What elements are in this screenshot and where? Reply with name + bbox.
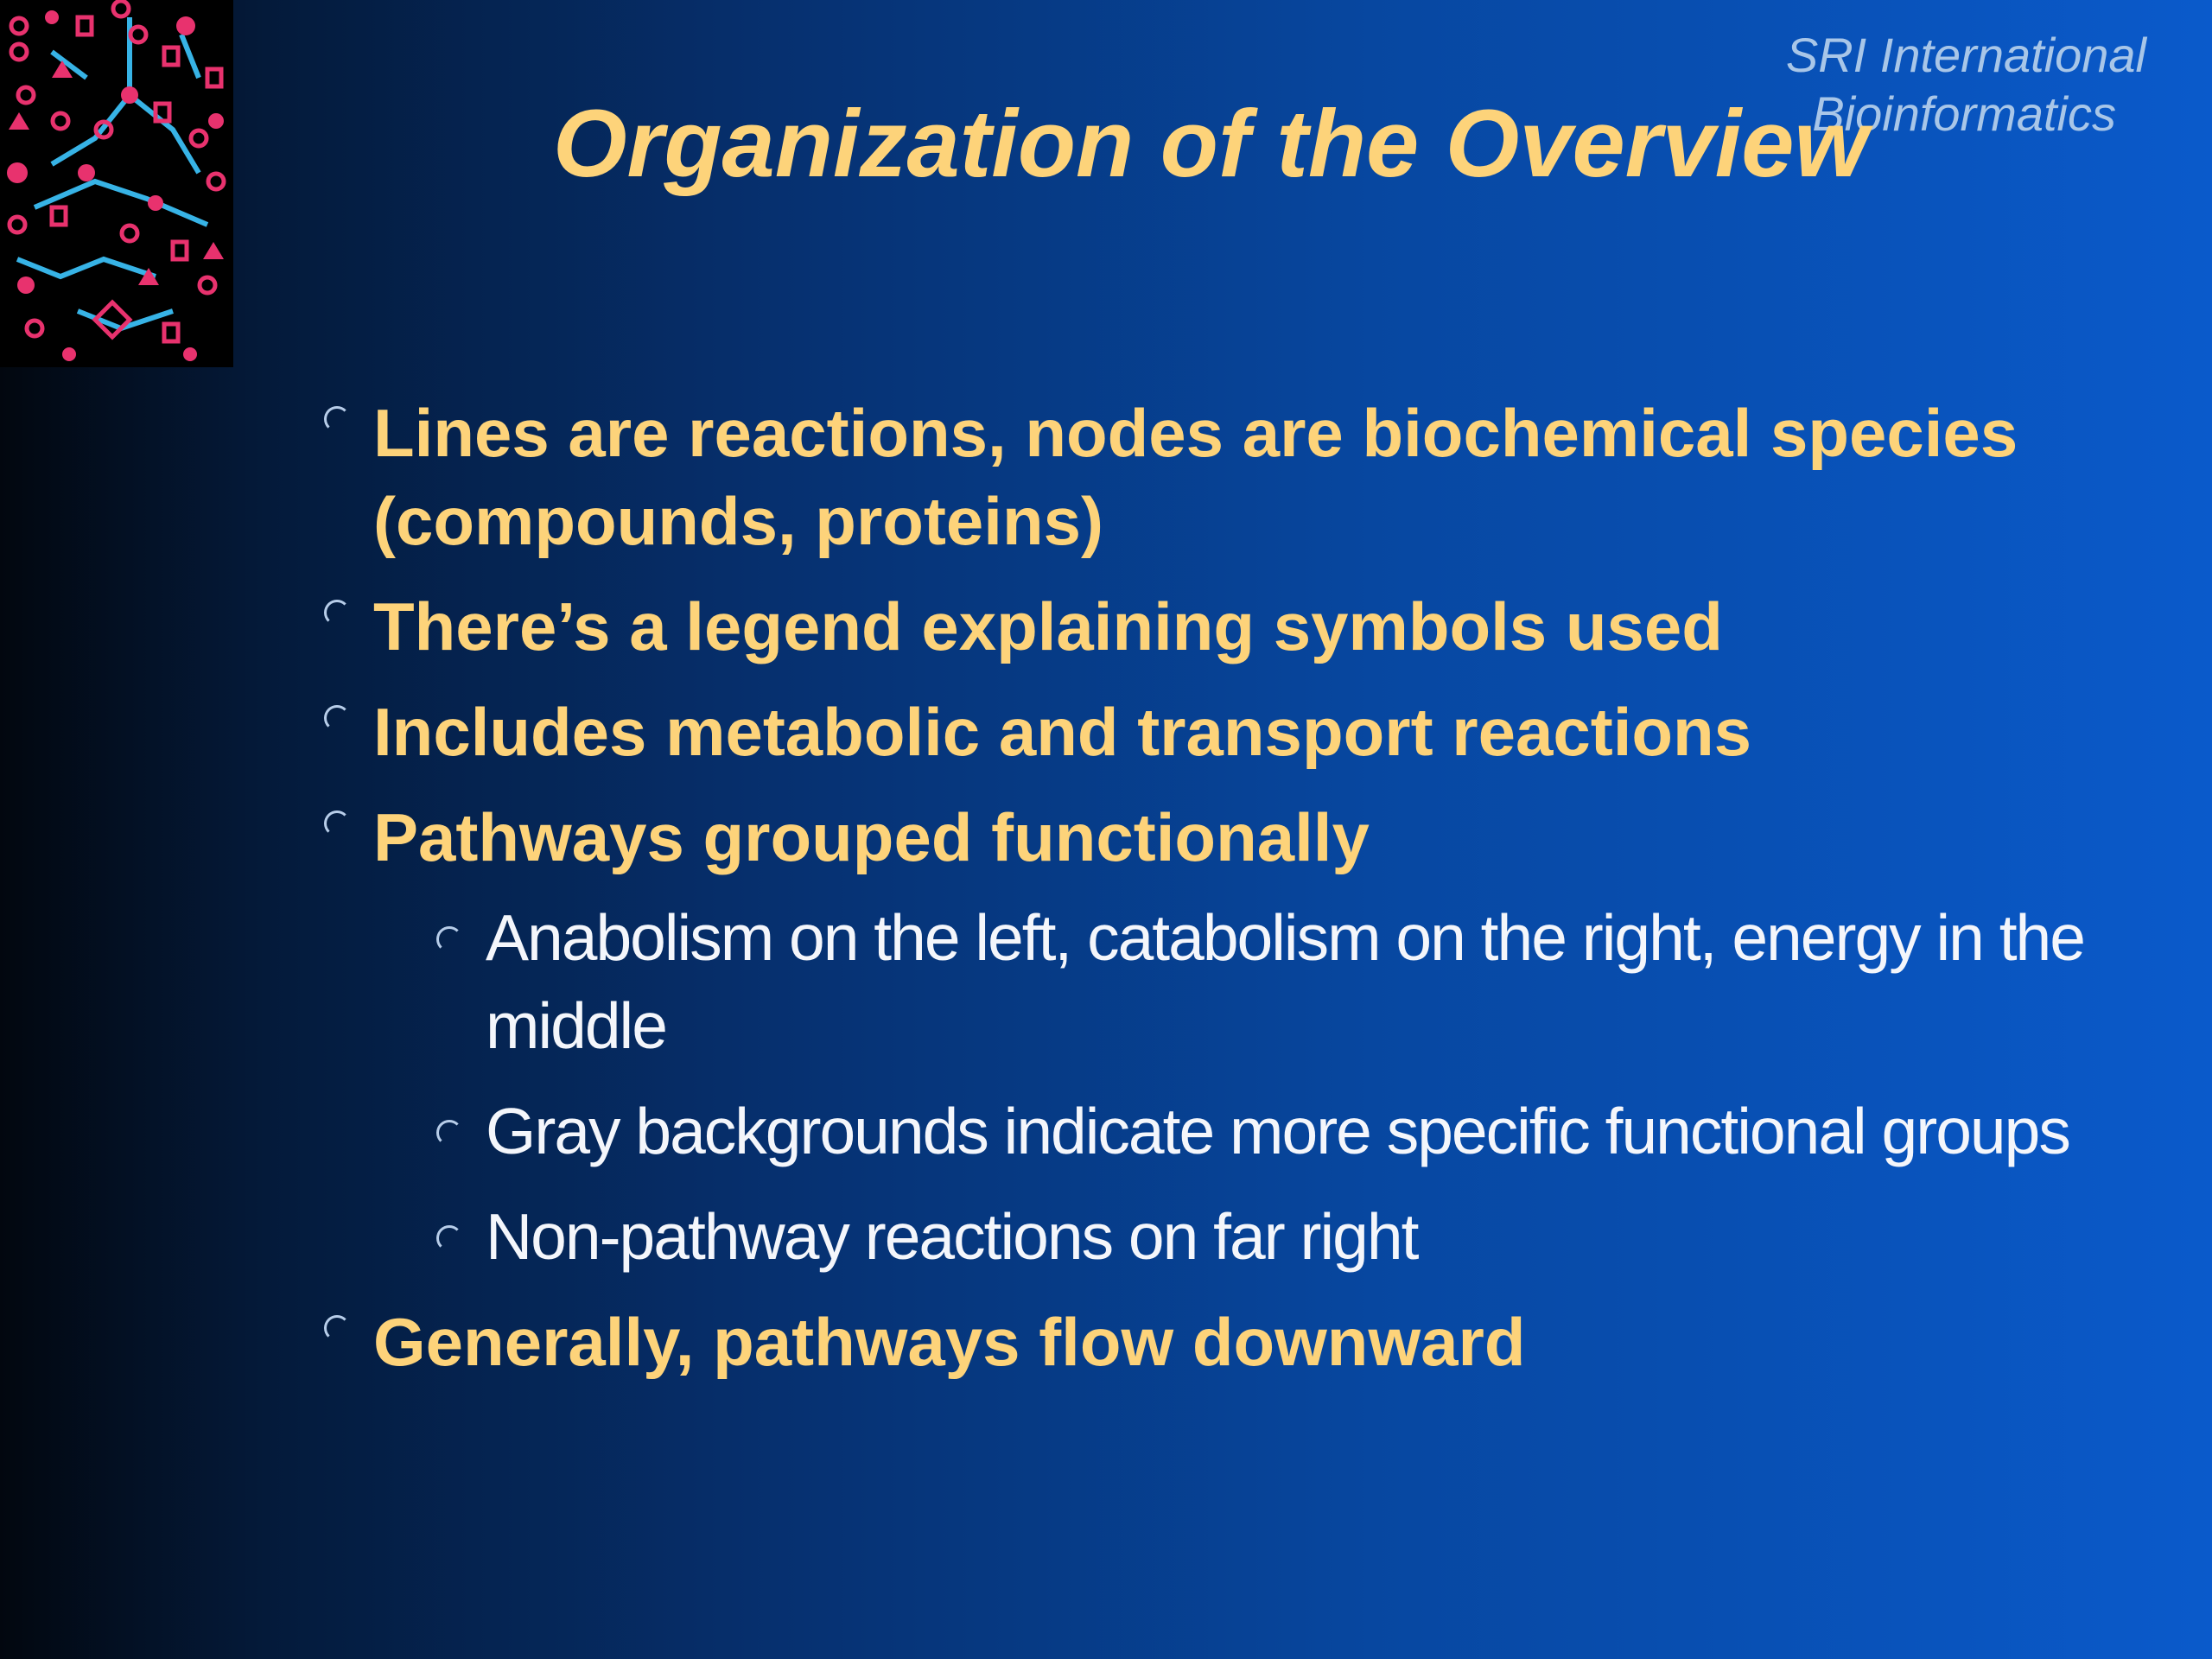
bullet-arc-icon: [324, 1315, 350, 1341]
sub-bullet-item: [436, 1087, 2139, 1175]
bullet-text: Generally, pathways flow downward: [373, 1304, 1526, 1380]
bullet-text: There’s a legend explaining symbols used: [373, 588, 1723, 664]
sub-bullet-item: [436, 1192, 2139, 1281]
bullet-item: [324, 582, 2139, 671]
bullet-arc-icon: [324, 705, 350, 731]
sub-bullet-text: Gray backgrounds indicate more specific functional groups: [486, 1095, 2069, 1167]
bullet-text: Includes metabolic and transport reactions: [373, 694, 1752, 770]
bullet-arc-icon: [436, 1225, 462, 1251]
metabolic-network-thumbnail: [0, 0, 233, 367]
bullet-item: [324, 1298, 2139, 1386]
branding-department: Bioinformatics: [1812, 86, 2116, 141]
metabolic-network-diagram-icon: [0, 0, 233, 367]
bullet-arc-icon: [324, 600, 350, 626]
sub-bullet-text: Anabolism on the left, catabolism on the right, energy in the middle: [486, 901, 2084, 1062]
sub-bullet-item: [436, 893, 2139, 1070]
bullet-item: [324, 793, 2139, 881]
bullet-text: Lines are reactions, nodes are biochemical species (compounds, proteins): [373, 395, 2018, 559]
bullet-arc-icon: [324, 406, 350, 432]
bullet-arc-icon: [324, 810, 350, 836]
bullet-text: Pathways grouped functionally: [373, 799, 1370, 875]
bullet-item: [324, 389, 2139, 565]
sub-bullet-text: Non-pathway reactions on far right: [486, 1200, 1418, 1273]
branding-organization: SRI International: [1785, 28, 2146, 82]
slide-title: Organization of the Overview: [553, 91, 1868, 197]
bullet-arc-icon: [436, 926, 462, 952]
bullet-item: [324, 688, 2139, 776]
bullet-arc-icon: [436, 1120, 462, 1146]
bullet-list: [324, 389, 2139, 1403]
